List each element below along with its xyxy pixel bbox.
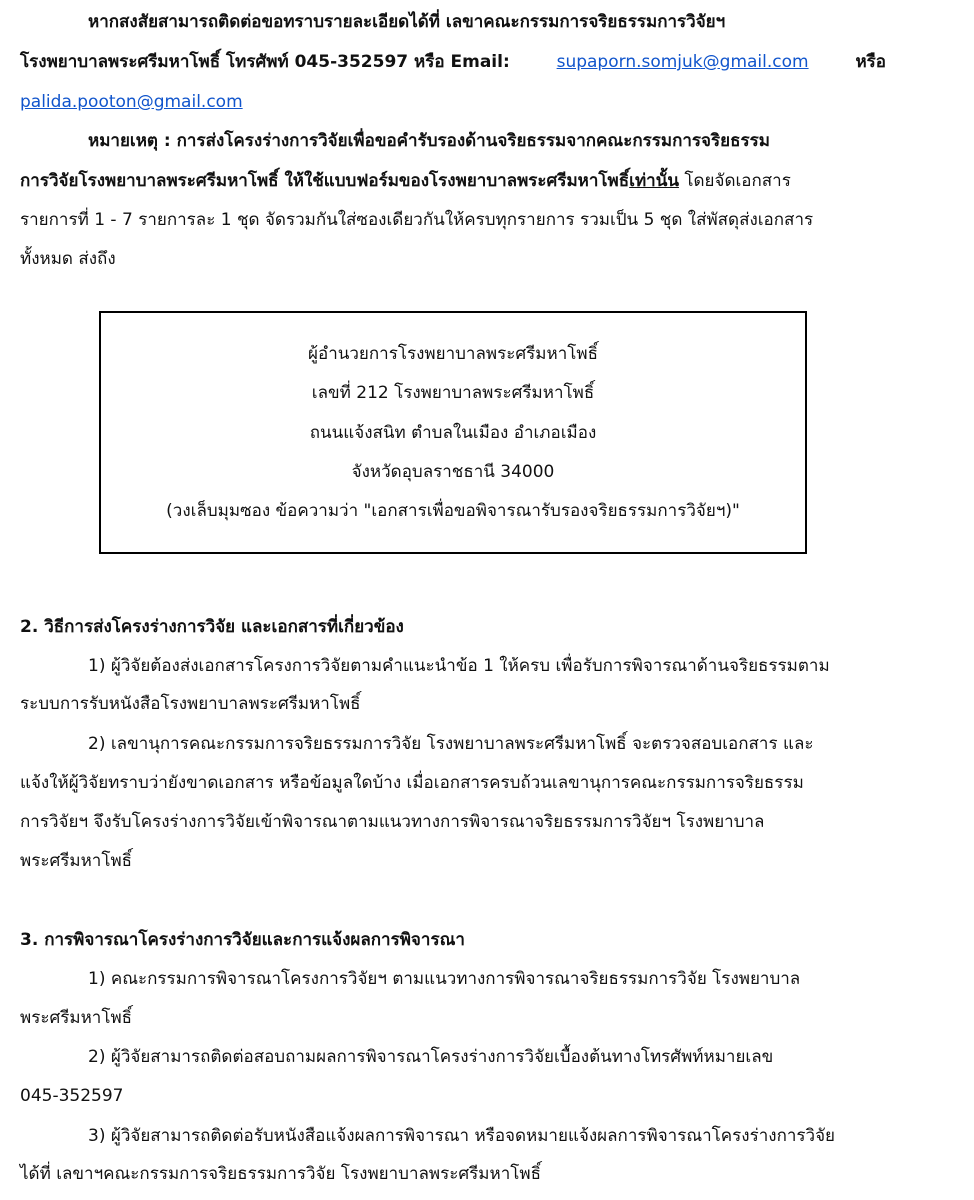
section-3-item-1-line-1: 1) คณะกรรมการพิจารณาโครงการวิจัยฯ ตามแนวทางการพิจารณาจริยธรรมการวิจัย โรงพยาบาล: [88, 969, 801, 989]
note-bold-text: การวิจัยโรงพยาบาลพระศรีมหาโพธิ์ ให้ใช้แบบฟอร์มของโรงพยาบาลพระศรีมหาโพธิ์: [20, 171, 630, 191]
section-3-item-2-line-2: 045-352597: [20, 1086, 124, 1106]
email-link-2[interactable]: palida.pooton@gmail.com: [20, 92, 243, 112]
section-2-item-2-line-3: การวิจัยฯ จึงรับโครงร่างการวิจัยเข้าพิจารณาตามแนวทางการพิจารณาจริยธรรมการวิจัยฯ โรงพยาบาล: [20, 812, 765, 832]
contact-line-2: [20, 50, 886, 74]
section-2-item-1-line-1: 1) ผู้วิจัยต้องส่งเอกสารโครงการวิจัยตามคำแนะนำข้อ 1 ให้ครบ เพื่อรับการพิจารณาด้านจริยธรรมตาม: [88, 656, 830, 676]
section-3-item-2-line-1: 2) ผู้วิจัยสามารถติดต่อสอบถามผลการพิจารณาโครงร่างการวิจัยเบื้องต้นทางโทรศัพท์หมายเลข: [88, 1047, 774, 1067]
section-2-item-1-line-2: ระบบการรับหนังสือโรงพยาบาลพระศรีมหาโพธิ์: [20, 694, 361, 714]
address-line-4: จังหวัดอุบลราชธานี 34000: [351, 462, 555, 482]
address-line-1: ผู้อำนวยการโรงพยาบาลพระศรีมหาโพธิ์: [308, 344, 598, 364]
address-line-5: (วงเล็บมุมซอง ข้อความว่า "เอกสารเพื่อขอพิจารณารับรองจริยธรรมการวิจัยฯ)": [166, 501, 740, 521]
contact-line-1: หากสงสัยสามารถติดต่อขอทราบรายละเอียดได้ที่ เลขาคณะกรรมการจริยธรรมการวิจัยฯ: [88, 12, 726, 32]
section-2-item-2-line-2: แจ้งให้ผู้วิจัยทราบว่ายังขาดเอกสาร หรือข้อมูลใดบ้าง เมื่อเอกสารครบถ้วนเลขานุการคณะกรรมการจริยธรรม: [20, 773, 804, 793]
note-line-1: หมายเหตุ : การส่งโครงร่างการวิจัยเพื่อขอคำรับรองด้านจริยธรรมจากคณะกรรมการจริยธรรม: [88, 131, 770, 151]
section-2-item-2-line-1: 2) เลขานุการคณะกรรมการจริยธรรมการวิจัย โรงพยาบาลพระศรีมหาโพธิ์ จะตรวจสอบเอกสาร และ: [88, 734, 814, 754]
contact-line-3: [20, 90, 886, 114]
email-link-1[interactable]: supaporn.somjuk@gmail.com: [556, 52, 809, 72]
section-3-item-3-line-2: ได้ที่ เลขาฯคณะกรรมการจริยธรรมการวิจัย โรงพยาบาลพระศรีมหาโพธิ์: [20, 1164, 541, 1184]
address-box: [99, 311, 807, 554]
section-3-heading: 3. การพิจารณาโครงร่างการวิจัยและการแจ้งผลการพิจารณา: [20, 930, 465, 950]
section-2-heading: 2. วิธีการส่งโครงร่างการวิจัย และเอกสารที่เกี่ยวข้อง: [20, 617, 404, 637]
note-line-2: [20, 169, 886, 193]
note-line-4: ทั้งหมด ส่งถึง: [20, 249, 116, 269]
section-2-item-2-line-4: พระศรีมหาโพธิ์: [20, 851, 133, 871]
section-3-item-3-line-1: 3) ผู้วิจัยสามารถติดต่อรับหนังสือแจ้งผลการพิจารณา หรือจดหมายแจ้งผลการพิจารณาโครงร่างการวิจัย: [88, 1126, 836, 1146]
contact-phone-text: โรงพยาบาลพระศรีมหาโพธิ์ โทรศัพท์ 045-352597 หรือ Email:: [20, 52, 510, 72]
note-underline-text: เท่านั้น: [629, 171, 679, 191]
note-line-3: รายการที่ 1 - 7 รายการละ 1 ชุด จัดรวมกันใส่ซองเดียวกันให้ครบทุกรายการ รวมเป็น 5 ชุด ใส่พัสดุส่งเอกสาร: [20, 210, 814, 230]
note-tail-text: โดยจัดเอกสาร: [684, 171, 791, 191]
section-3-item-1-line-2: พระศรีมหาโพธิ์: [20, 1008, 133, 1028]
address-line-2: เลขที่ 212 โรงพยาบาลพระศรีมหาโพธิ์: [311, 383, 595, 403]
address-line-3: ถนนแจ้งสนิท ตำบลในเมือง อำเภอเมือง: [309, 423, 597, 443]
or-text: หรือ: [855, 52, 886, 72]
